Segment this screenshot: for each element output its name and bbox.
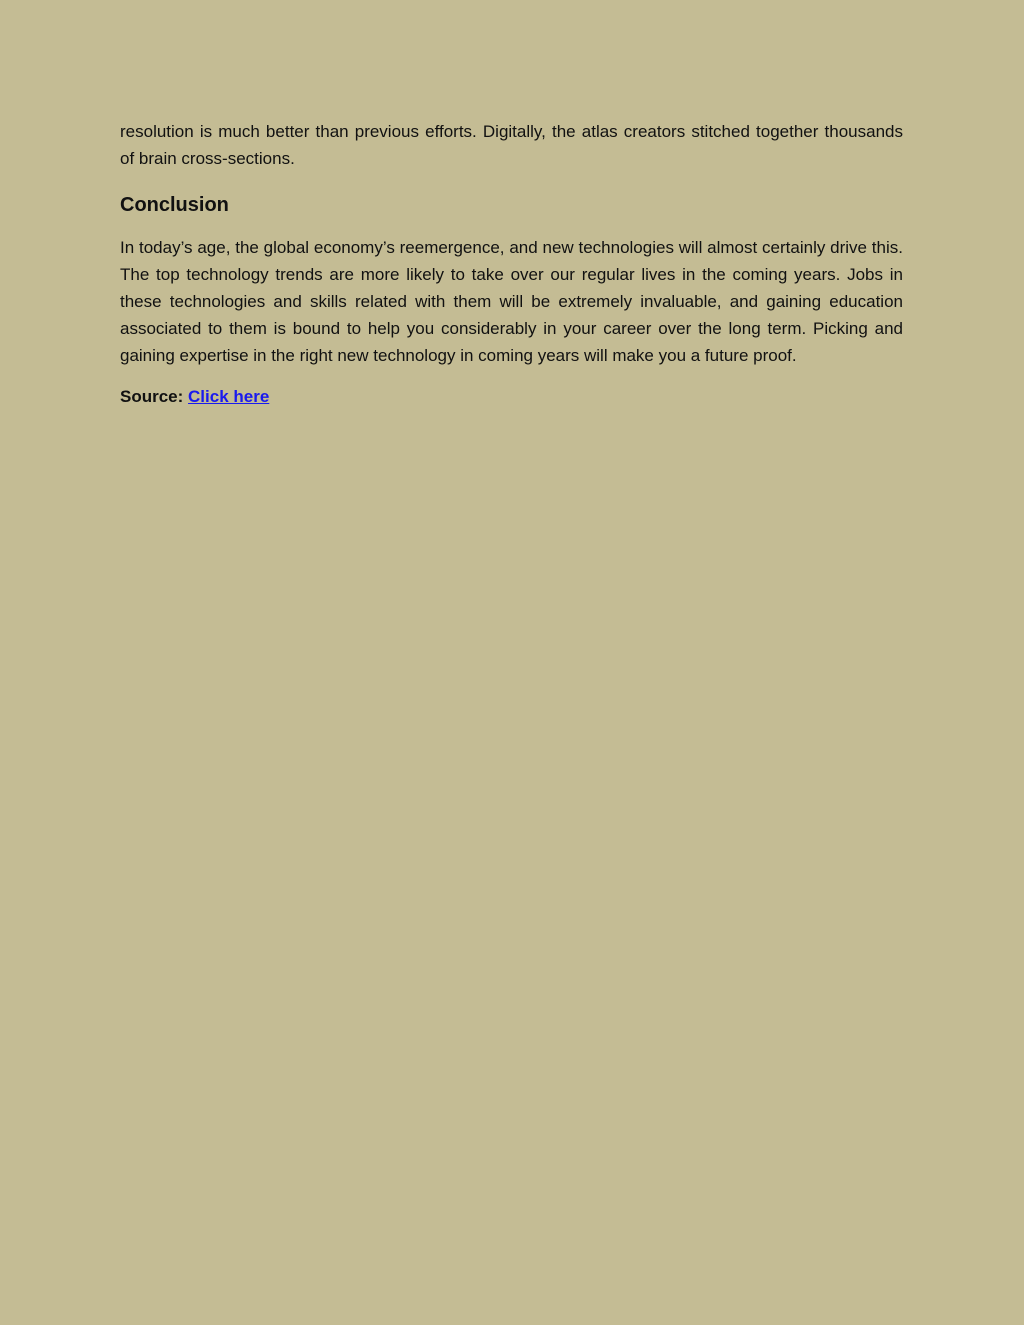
source-line xyxy=(120,383,903,410)
conclusion-paragraph: In today’s age, the global economy’s reemergence, and new technologies will almost certainly drive this. The top technology trends are more likely to take over our regular lives in the coming years. Jobs in these technologies and skills related with them will be extremely invaluable, and gaining education associated to them is bound to help you considerably in your career over the long term. Picking and gaining expertise in the right new technology in coming years will make you a future proof. xyxy=(120,238,903,365)
source-link[interactable]: Click here xyxy=(188,387,270,406)
document-page xyxy=(120,118,903,410)
conclusion-heading: Conclusion xyxy=(120,194,229,216)
source-label: Source: xyxy=(120,387,184,406)
intro-paragraph: resolution is much better than previous efforts. Digitally, the atlas creators stitched together thousands of brain cross-sections. xyxy=(120,122,903,168)
